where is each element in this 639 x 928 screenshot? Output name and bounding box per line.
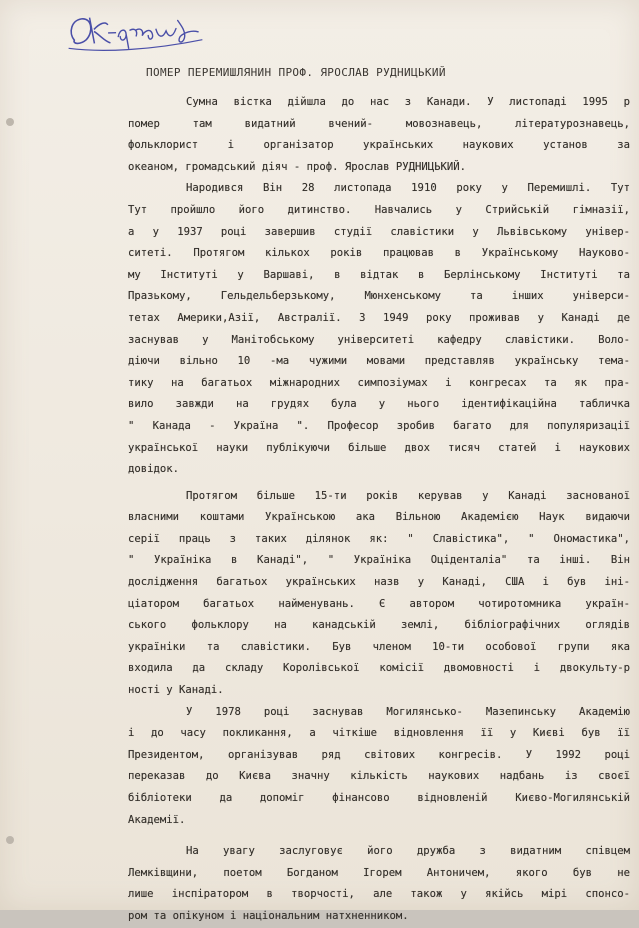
text-line: Лемківщини, поетом Богданом Ігорем Антоничем, якого був не <box>128 866 630 879</box>
text-line: Народився Він 28 листопада 1910 року у Перемишлі. Тут <box>186 182 630 195</box>
text-line: Академії. <box>128 813 186 826</box>
text-line: тетах Америки,Азії, Австралії. З 1949 року проживав у Канаді де <box>128 311 630 324</box>
paragraph-biography <box>128 178 630 480</box>
text-line: дослідження багатьох українських назв у Канаді, США і був іні- <box>128 576 630 589</box>
text-line: ського фольклору на канадській землі, бібліографічних оглядів <box>128 619 630 632</box>
text-line: україніки та славістики. Був членом 10-ти особової групи яка <box>128 640 630 653</box>
handwritten-signature <box>63 6 206 55</box>
text-line: Празькому, Гельдельберзькому, Мюнхенському та інших універси- <box>128 290 630 303</box>
text-line: довідок. <box>128 463 180 476</box>
paragraph-academy <box>128 486 630 702</box>
text-line: Тут пройшло його дитинство. Навчались у Стрийській гімназії, <box>128 203 630 216</box>
paragraph-death-notice <box>128 92 630 178</box>
punch-hole <box>6 836 14 844</box>
text-line: ціатором багатьох найменувань. Є автором чотиротомника україн- <box>128 597 630 610</box>
document-body <box>128 92 630 928</box>
signature-ink <box>63 6 206 55</box>
text-line: Сумна вістка дійшла до нас з Канади. У листопаді 1995 р <box>186 96 630 108</box>
text-line: власними коштами Українською ака Вільною Академією Наук видаючи <box>128 511 630 524</box>
text-line: бібліотеки да допоміг фінансово відновленій Києво-Могилянській <box>128 792 630 804</box>
text-line: Протягом більше 15-ти років керував у Канаді заснованої <box>186 489 630 502</box>
text-line: і до часу покликання, а чіткіше відновлення її у Києві був її <box>128 727 630 740</box>
text-line: фольклорист і організатор українських наукових установ за <box>128 139 630 152</box>
text-line: української науки публікуючи більше двох тисяч статей і наукових <box>128 441 630 454</box>
text-line: діючи вільно 10 -ма чужими мовами представляв українську тема- <box>128 355 630 368</box>
text-line: " Україніка в Канаді", " Україніка Оціденталіа" та інші. Він <box>128 554 630 567</box>
text-line: вило завжди на грудях була у нього ідентифікаційна табличка <box>128 398 630 411</box>
punch-hole <box>6 118 14 126</box>
text-line: переказав до Києва значну кількість наукових надбань із своєї <box>128 770 630 783</box>
text-line: помер там видатний вчений- мовознавець, літературознавець, <box>128 117 630 130</box>
text-line: заснував у Манітобському університеті кафедру славістики. Воло- <box>128 333 630 346</box>
text-line: " Канада - Україна ". Професор зробив багато для популяризації <box>128 419 630 432</box>
text-line: му Інституті у Варшаві, в відтак в Берлінському Інституті та <box>128 268 630 281</box>
text-line: У 1978 році заснував Могилянсько- Мазепинську Академію <box>186 705 630 718</box>
text-line: океаном, громадський діяч - проф. Ярослав РУДНИЦЬКИЙ. <box>128 160 467 173</box>
paragraph-antonych <box>128 841 630 927</box>
text-line: тику на багатьох міжнародних симпозіумах і конгресах та як пра- <box>128 376 630 389</box>
text-line: ситеті. Протягом кількох років працював в Українському Науково- <box>128 247 630 260</box>
paragraph-mohyla-academy <box>128 702 630 832</box>
text-line: а у 1937 році завершив студії славістики у Львівському універ- <box>128 225 630 238</box>
document-title: ПОМЕР ПЕРЕМИШЛЯНИН ПРОФ. ЯРОСЛАВ РУДНИЦЬКИЙ <box>146 66 446 79</box>
text-line: На увагу заслуговує його дружба з видатним співцем <box>186 845 630 858</box>
text-line: Президентом, організував ряд світових конгресів. У 1992 році <box>128 748 630 761</box>
text-line: ності у Канаді. <box>128 684 224 697</box>
text-line: лише інспіратором в творчості, але також у якійсь мірі спонсо- <box>128 888 630 901</box>
text-line: ром та опікуном і національним натхненником. <box>128 909 409 922</box>
text-line: входила да складу Королівської комісії двомовності і двокульту-р <box>128 662 630 675</box>
text-line: серії праць з таких ділянок як: " Славістика", " Ономастика", <box>128 532 630 545</box>
